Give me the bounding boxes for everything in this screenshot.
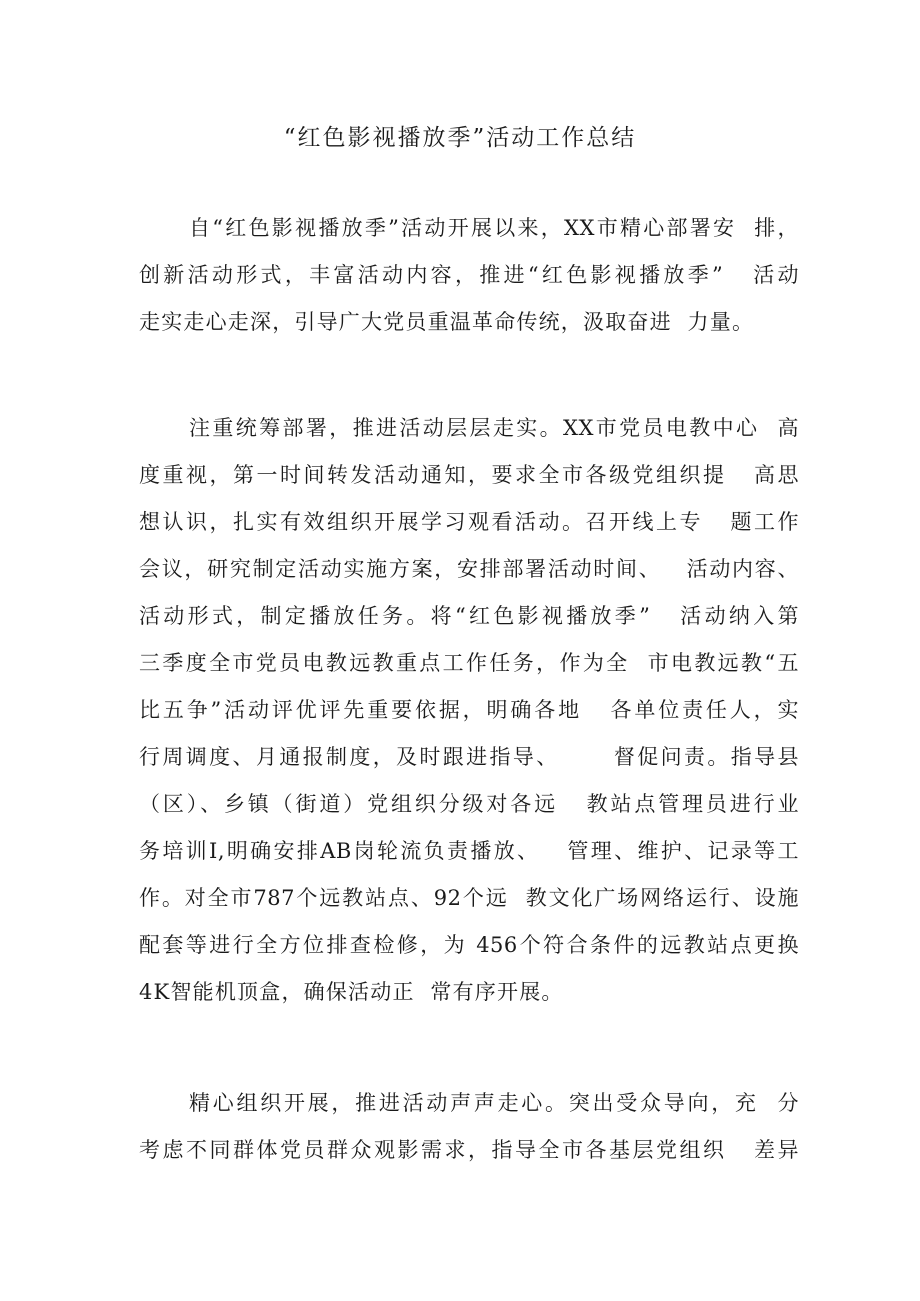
paragraph-line: 活动形式，制定播放任务。将“红色影视播放季” 活动纳入第 bbox=[139, 604, 799, 628]
document-title: “红色影视播放季”活动工作总结 bbox=[283, 125, 637, 151]
paragraph-line: 走实走心走深，引导广大党员重温革命传统，汲取奋进 力量。 bbox=[139, 310, 755, 334]
paragraph-line: （区）、乡镇（街道）党组织分级对各远 教站点管理员进行业 bbox=[139, 792, 799, 816]
paragraph-intro bbox=[139, 205, 799, 346]
paragraph-line: 创新活动形式，丰富活动内容，推进“红色影视播放季” 活动 bbox=[139, 263, 799, 287]
paragraph-line: 度重视，第一时间转发活动通知，要求全市各级党组织提 高思 bbox=[139, 463, 799, 487]
paragraph-line: 考虑不同群体党员群众观影需求，指导全市各基层党组织 差异 bbox=[139, 1138, 799, 1162]
paragraph-line: 想认识，扎实有效组织开展学习观看活动。召开线上专 题工作 bbox=[139, 510, 799, 534]
paragraph-line: 配套等进行全方位排查检修，为 456个符合条件的远教站点更换 bbox=[139, 933, 799, 957]
paragraph-line: 自“红色影视播放季”活动开展以来，XX市精心部署安 排， bbox=[189, 216, 799, 240]
paragraph-line: 比五争”活动评优评先重要依据，明确各地 各单位责任人，实 bbox=[139, 698, 799, 722]
paragraph-line: 务培训I,明确安排AB岗轮流负责播放、 管理、维护、记录等工 bbox=[139, 839, 799, 863]
paragraph-line: 精心组织开展，推进活动声声走心。突出受众导向，充 分 bbox=[189, 1091, 799, 1115]
paragraph-line: 4K智能机顶盒，确保活动正 常有序开展。 bbox=[139, 980, 564, 1004]
paragraph-organization bbox=[139, 1080, 799, 1174]
paragraph-line: 注重统筹部署，推进活动层层走实。XX市党员电教中心 高 bbox=[189, 416, 799, 440]
paragraph-line: 行周调度、月通报制度，及时跟进指导、 督促问责。指导县 bbox=[139, 745, 799, 769]
paragraph-line: 作。对全市787个远教站点、92个远 教文化广场网络运行、设施 bbox=[139, 886, 799, 910]
paragraph-line: 会议，研究制定活动实施方案，安排部署活动时间、 活动内容、 bbox=[139, 557, 799, 581]
paragraph-deployment bbox=[139, 405, 799, 1016]
paragraph-line: 三季度全市党员电教远教重点工作任务，作为全 市电教远教“五 bbox=[139, 651, 799, 675]
